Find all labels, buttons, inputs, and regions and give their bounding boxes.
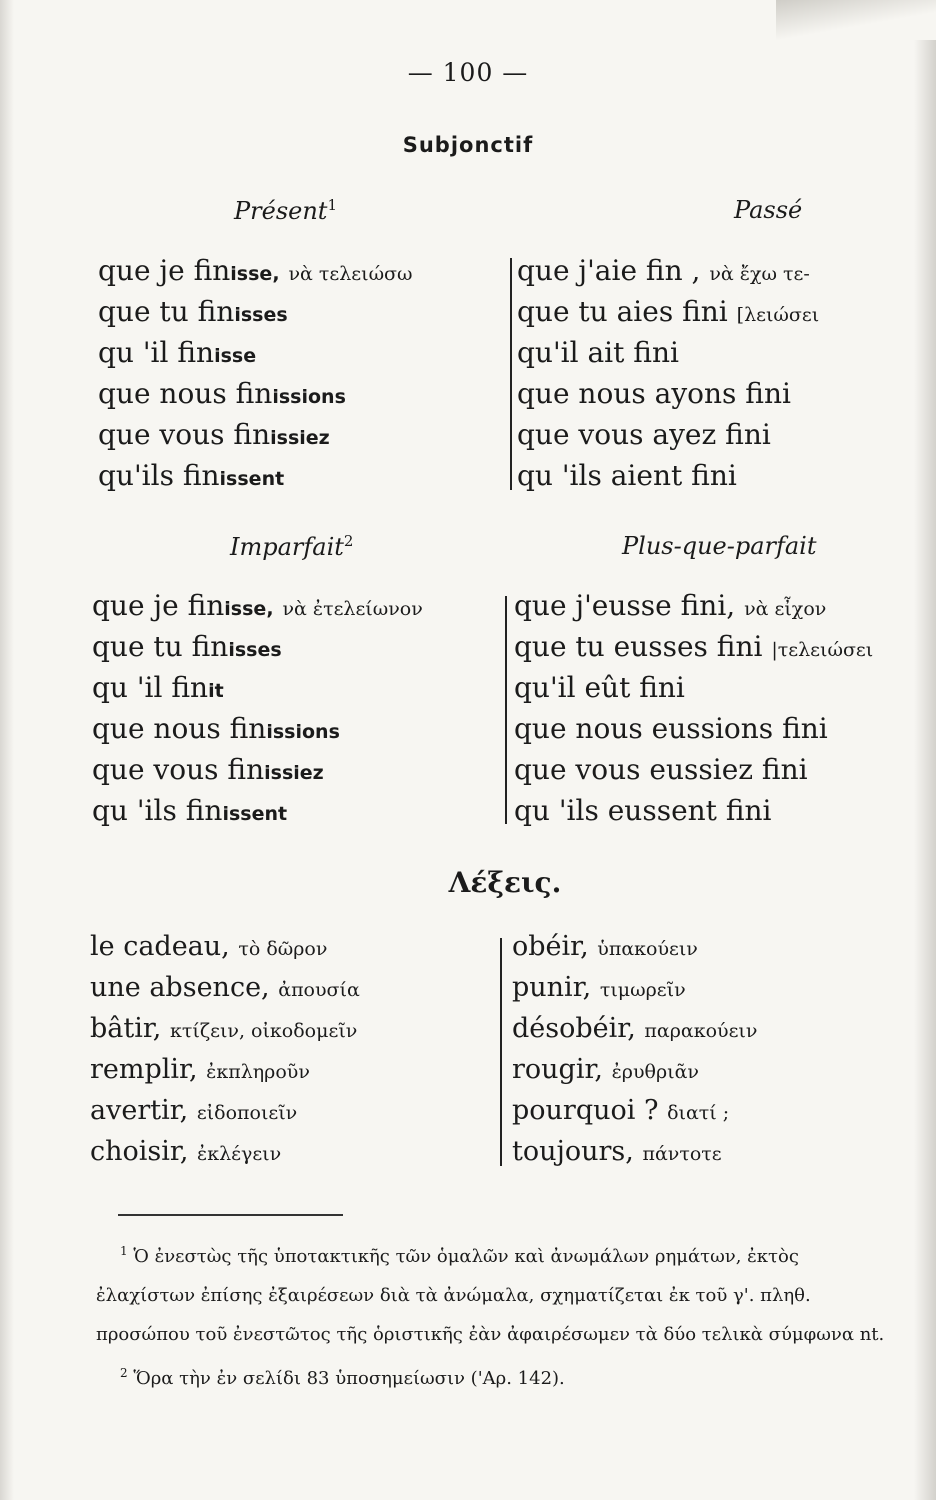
passe-line: que nous ayons fini: [517, 377, 791, 410]
present-line: que je finisse, νὰ τελειώσω: [98, 254, 413, 287]
column-divider: [505, 596, 507, 824]
page-edge-shadow: [0, 0, 14, 1500]
plus-que-parfait-line: que j'eusse fini, νὰ εἶχον: [514, 589, 827, 622]
passe-heading: Passé: [734, 196, 803, 224]
passe-line: que tu aies fini [λειώσει: [517, 295, 820, 328]
vocabulary-heading: Λέξεις.: [448, 866, 562, 899]
passe-conjugation: [517, 250, 819, 496]
present-line: qu 'il finisse: [98, 336, 257, 369]
column-divider: [510, 258, 512, 490]
imparfait-line: que nous finissions: [92, 712, 340, 745]
footnote-mark: 1: [120, 1244, 128, 1258]
section-title: Subjonctif: [402, 133, 534, 157]
present-line: qu'ils finissent: [98, 459, 285, 492]
imparfait-line: qu 'il finit: [92, 671, 224, 704]
vocabulary-item: le cadeau, τὸ δῶρον: [90, 931, 328, 962]
plus-que-parfait-line: que tu eusses fini |τελειώσει: [514, 630, 874, 663]
vocabulary-right: [512, 926, 757, 1172]
page-corner: [776, 0, 936, 40]
vocabulary-item: bâtir, κτίζειν, οἰκοδομεῖν: [90, 1013, 358, 1044]
footnote-ref: 1: [327, 196, 337, 214]
plus-que-parfait-conjugation: [514, 585, 873, 831]
passe-line: que j'aie fin , νὰ ἔχω τε-: [517, 254, 810, 287]
passe-line: qu 'ils aient fini: [517, 459, 737, 492]
footnotes: [96, 1232, 886, 1398]
present-line: que vous finissiez: [98, 418, 330, 451]
imparfait-line: que tu finisses: [92, 630, 282, 663]
imparfait-line: que je finisse, νὰ ἐτελείωνον: [92, 589, 423, 622]
vocabulary-item: pourquoi ? διατί ;: [512, 1095, 730, 1126]
footnote-1: $^1$ Ὁ ἐνεστὼς τῆς ὑποτακτικῆς τῶν ὁμαλῶν καὶ ἀνωμάλων ρημάτων, ἐκτὸς ἐλαχίστων ἐπίσης ἐξαιρέσεων διὰ τὰ ἀνώμαλα, σχηματίζεται ἐκ τοῦ γ'. πληθ. προσώπου τοῦ ἐνεστῶτος τῆς ὁριστικῆς ἐὰν ἀφαιρέσωμεν τὰ δύο τελικὰ σύμφωνα nt.: [96, 1244, 885, 1345]
footnote-2: $^2$ Ὅρα τὴν ἐν σελίδι 83 ὑποσημείωσιν ('Αρ. 142).: [120, 1366, 565, 1389]
vocabulary-item: choisir, ἐκλέγειν: [90, 1136, 282, 1167]
imparfait-line: qu 'ils finissent: [92, 794, 288, 827]
imparfait-heading: Imparfait$^2$: [230, 532, 354, 561]
vocabulary-item: rougir, ἐρυθριᾶν: [512, 1054, 699, 1085]
passe-line: qu'il ait fini: [517, 336, 679, 369]
footnote-mark: 2: [120, 1366, 128, 1380]
vocabulary-item: désobéir, παρακούειν: [512, 1013, 758, 1044]
vocabulary-item: remplir, ἐκπληροῦν: [90, 1054, 310, 1085]
present-line: que tu finisses: [98, 295, 288, 328]
vocabulary-item: avertir, εἰδοποιεῖν: [90, 1095, 298, 1126]
footnote-ref: 2: [343, 532, 354, 550]
footnote-rule: [118, 1214, 343, 1216]
plus-que-parfait-line: qu'il eût fini: [514, 671, 685, 704]
passe-line: que vous ayez fini: [517, 418, 771, 451]
vocabulary-item: une absence, ἀπουσία: [90, 972, 360, 1003]
plus-que-parfait-line: que nous eussions fini: [514, 712, 828, 745]
column-divider: [500, 938, 502, 1166]
present-heading: Présent$^1$: [234, 196, 337, 225]
imparfait-conjugation: [92, 585, 423, 831]
present-conjugation: [98, 250, 413, 496]
present-line: que nous finissions: [98, 377, 346, 410]
plus-que-parfait-line: que vous eussiez fini: [514, 753, 808, 786]
vocabulary-item: obéir, ὑπακούειν: [512, 931, 698, 962]
page-number: — 100 —: [407, 58, 529, 87]
page-edge-shadow: [914, 0, 936, 1500]
plus-que-parfait-heading: Plus-que-parfait: [622, 532, 817, 560]
vocabulary-left: [90, 926, 360, 1172]
vocabulary-item: punir, τιμωρεῖν: [512, 972, 686, 1003]
plus-que-parfait-line: qu 'ils eussent fini: [514, 794, 772, 827]
imparfait-line: que vous finissiez: [92, 753, 324, 786]
vocabulary-item: toujours, πάντοτε: [512, 1136, 722, 1167]
